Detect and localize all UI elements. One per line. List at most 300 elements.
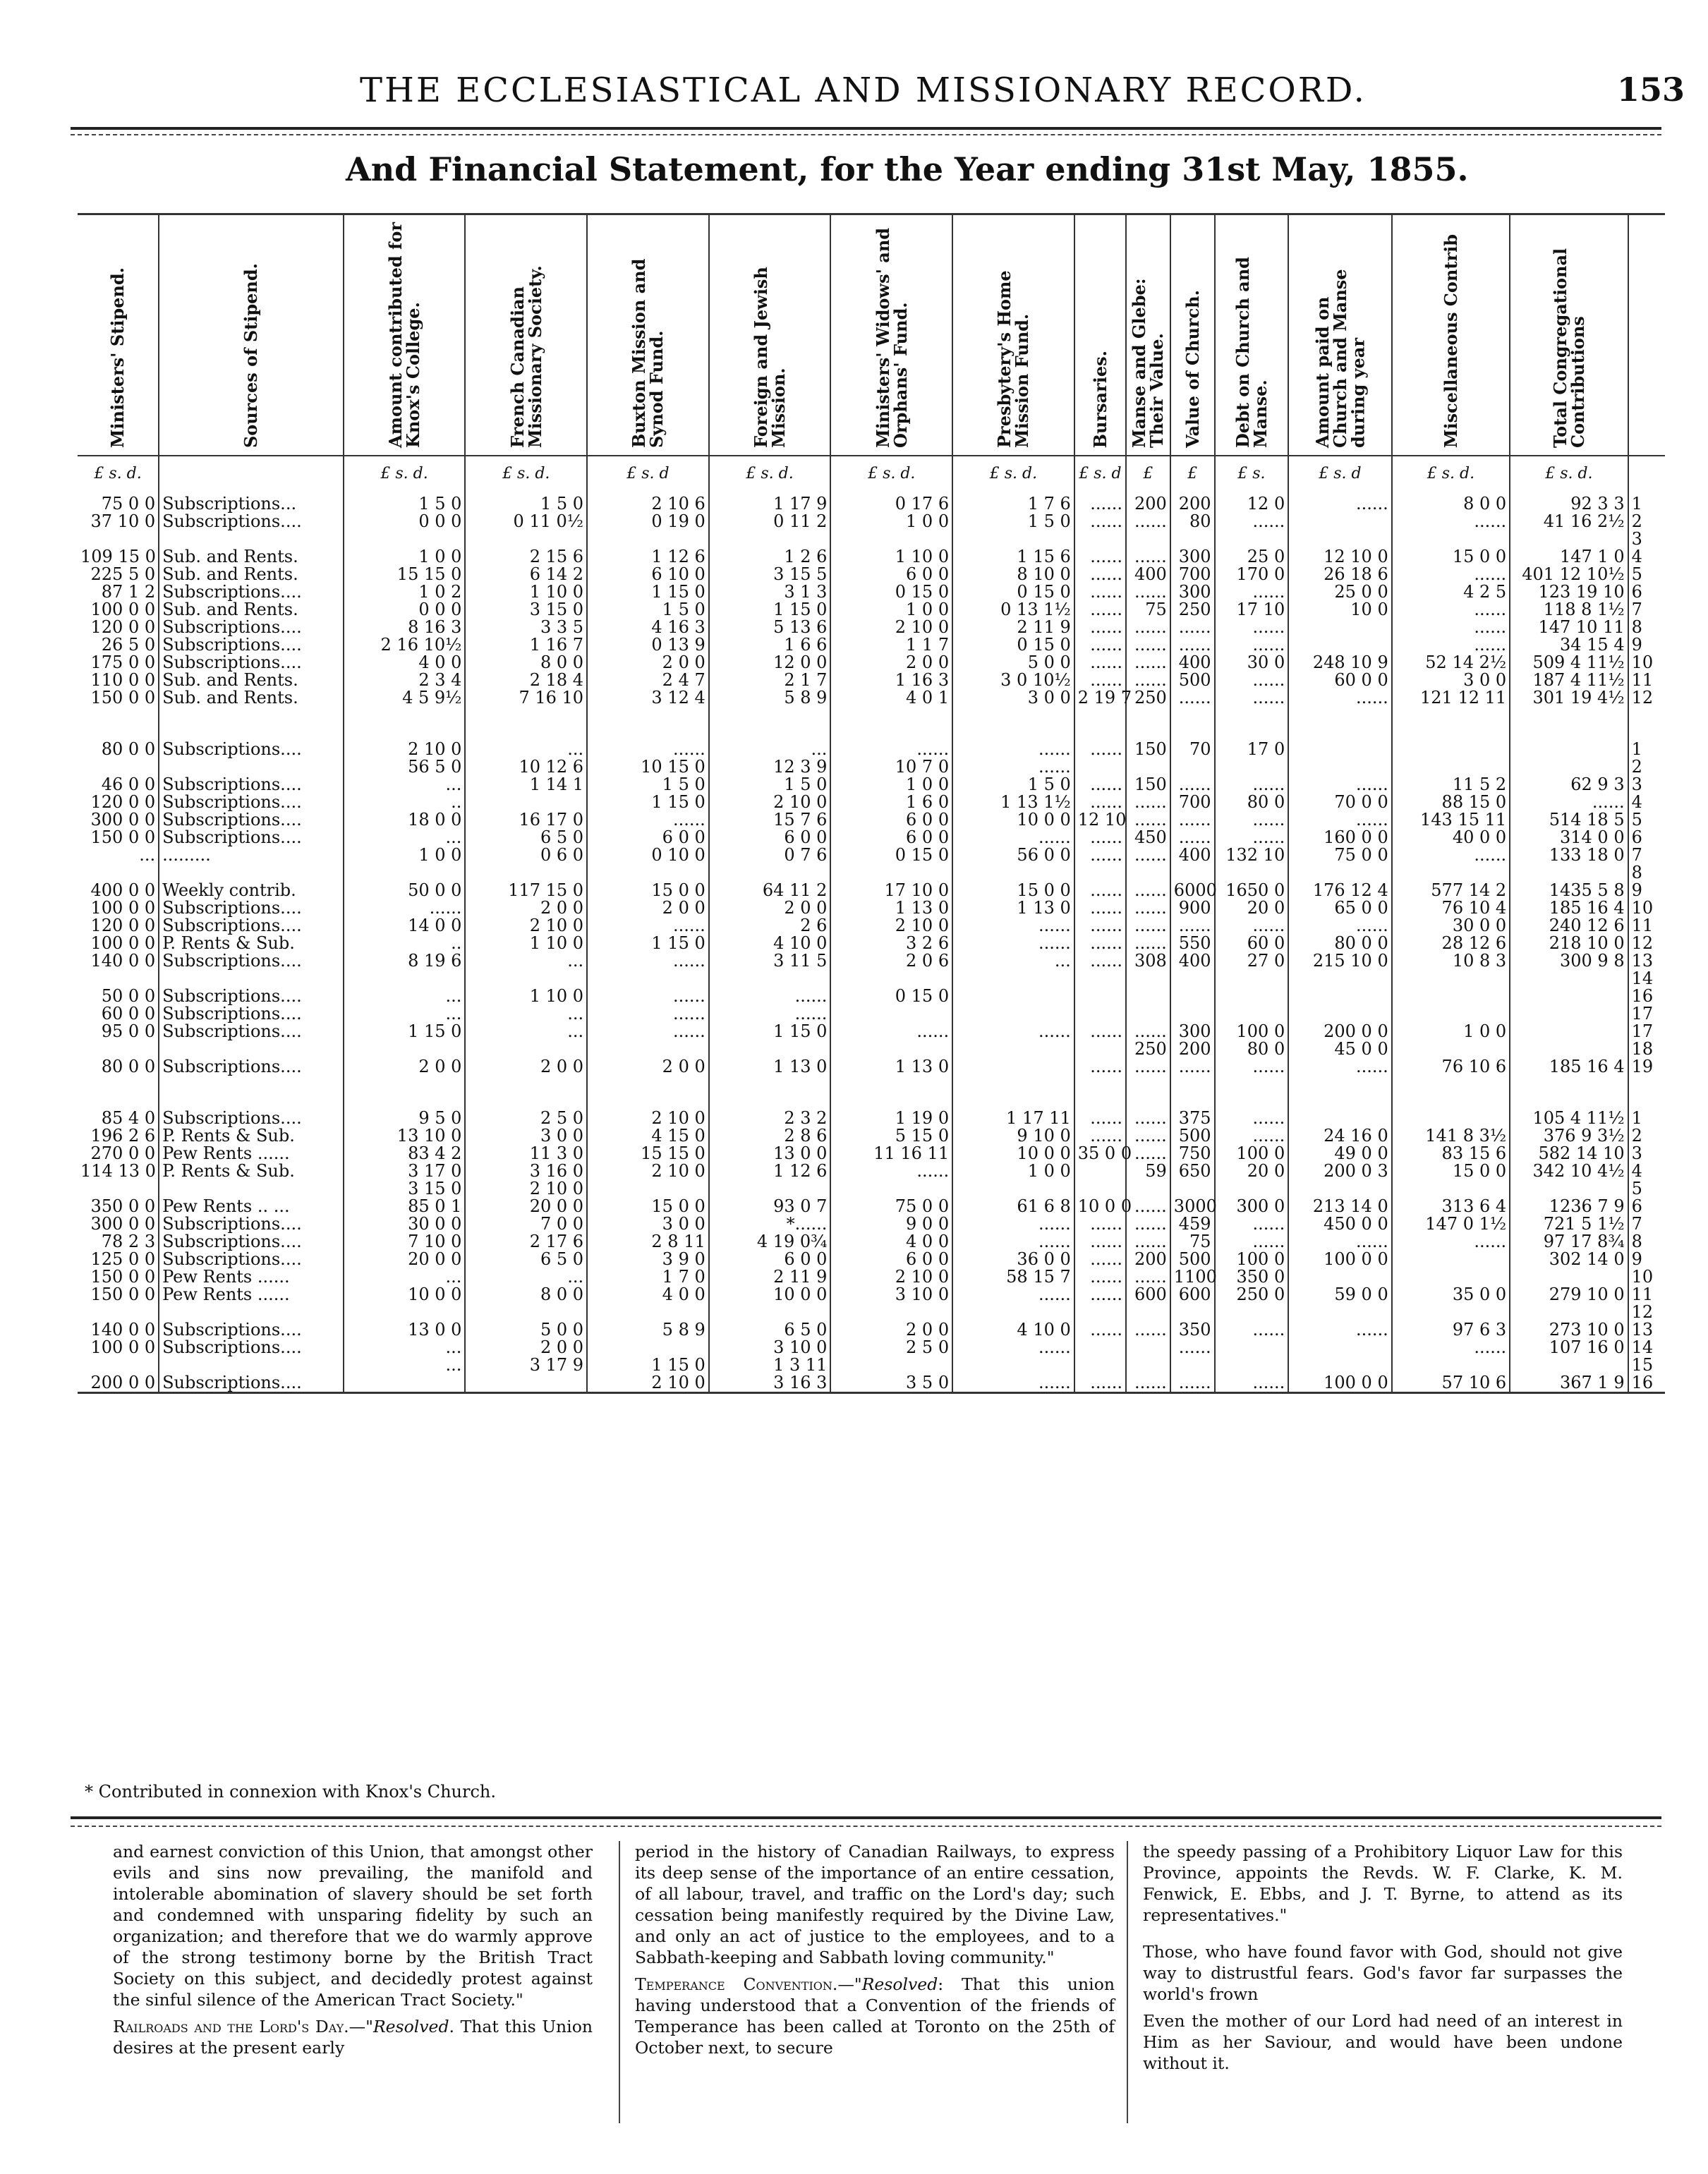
table-cell: ......: [587, 1005, 709, 1023]
table-cell: [1392, 970, 1510, 988]
row-number: 2: [1631, 757, 1642, 777]
table-cell: ......: [952, 758, 1074, 776]
source-cell: Subscriptions....: [159, 1321, 344, 1339]
table-cell: 0 15 0: [830, 988, 952, 1005]
table-cell: 3 12 4: [587, 689, 709, 707]
table-cell: [1215, 758, 1289, 776]
table-row: [78, 882, 1665, 899]
table-cell: 15 0 0: [1392, 548, 1510, 566]
table-cell: ......: [1392, 846, 1510, 864]
table-cell: ......: [1288, 811, 1392, 829]
table-row: [78, 794, 1665, 811]
table-cell: 250: [1170, 601, 1215, 619]
table-cell: [1288, 636, 1392, 654]
table-cell: 0 10 0: [587, 846, 709, 864]
table-cell: 6 10 0: [587, 566, 709, 583]
table-cell: ......: [1215, 619, 1289, 636]
table-cell: 196 2 6: [78, 1127, 159, 1145]
table-cell: ......: [1126, 1374, 1170, 1393]
table-cell: 2 3 4: [344, 672, 466, 689]
table-cell: 12 10 0: [1288, 548, 1392, 566]
column-header: [709, 214, 831, 456]
table-cell: 1 7 6: [952, 495, 1074, 513]
table-cell: ......: [1215, 1321, 1289, 1339]
table-cell: [1126, 1180, 1170, 1198]
table-cell: [709, 1304, 831, 1321]
table-cell: [78, 864, 159, 882]
table-cell: 14 0 0: [344, 917, 466, 935]
table-cell: [78, 1304, 159, 1321]
table-cell: ......: [1074, 952, 1126, 970]
table-cell: 10 0 0: [1074, 1198, 1126, 1215]
table-cell: [1126, 1076, 1170, 1110]
table-cell: 8 0 0: [465, 1286, 587, 1304]
row-number: 8: [1631, 1232, 1642, 1251]
source-cell: Subscriptions....: [159, 1058, 344, 1076]
row-number: 13: [1631, 1320, 1654, 1340]
table-cell: 10 8 3: [1392, 952, 1510, 970]
source-cell: Subscriptions....: [159, 1023, 344, 1040]
table-cell: [1170, 864, 1215, 882]
table-cell: ......: [1170, 689, 1215, 707]
table-cell: 0 11 2: [709, 513, 831, 530]
table-row: [78, 619, 1665, 636]
table-row: [78, 1110, 1665, 1127]
table-cell: 2 8 11: [587, 1233, 709, 1251]
column-header: [952, 214, 1074, 456]
table-cell: 34 15 4: [1510, 636, 1628, 654]
table-cell: [78, 1356, 159, 1374]
table-cell: *......: [709, 1215, 831, 1233]
table-cell: [1628, 707, 1665, 741]
table-cell: [159, 1076, 344, 1110]
table-cell: ......: [952, 1286, 1074, 1304]
table-cell: ......: [1126, 882, 1170, 899]
row-number: 7: [1631, 600, 1642, 619]
table-cell: 1 13 0: [952, 899, 1074, 917]
table-cell: ......: [1126, 636, 1170, 654]
table-cell: [952, 707, 1074, 741]
row-number: 5: [1631, 1179, 1642, 1198]
table-cell: [1074, 1180, 1126, 1198]
table-cell: 12 0 0: [709, 654, 831, 672]
table-cell: ......: [830, 1023, 952, 1040]
table-cell: ...: [465, 1268, 587, 1286]
row-number: 6: [1631, 827, 1642, 847]
table-cell: [1170, 707, 1215, 741]
table-cell: 70: [1170, 741, 1215, 758]
unit-label: £ s. d.: [709, 456, 831, 495]
table-row: [78, 1321, 1665, 1339]
table-cell: ......: [1170, 829, 1215, 846]
table-cell: 13 0 0: [344, 1321, 466, 1339]
table-cell: 147 10 11: [1510, 619, 1628, 636]
table-cell: [709, 970, 831, 988]
table-cell: [1074, 864, 1126, 882]
table-cell: 109 15 0: [78, 548, 159, 566]
unit-label: £ s. d.: [78, 456, 159, 495]
table-cell: 450 0 0: [1288, 1215, 1392, 1233]
column-header-label: Amount paid on Church and Manse during year: [1312, 269, 1369, 448]
table-row: [78, 672, 1665, 689]
table-row: [78, 1180, 1665, 1198]
table-row: [78, 899, 1665, 917]
table-cell: ......: [1215, 829, 1289, 846]
table-cell: 26 18 6: [1288, 566, 1392, 583]
table-cell: [465, 794, 587, 811]
table-cell: 1 6 0: [830, 794, 952, 811]
table-cell: 300: [1170, 548, 1215, 566]
table-cell: [1126, 530, 1170, 548]
source-cell: Subscriptions....: [159, 811, 344, 829]
table-cell: 200: [1170, 495, 1215, 513]
table-cell: 10 0 0: [952, 1145, 1074, 1162]
table-cell: 11 16 11: [830, 1145, 952, 1162]
table-cell: ......: [952, 741, 1074, 758]
table-cell: 500: [1170, 1127, 1215, 1145]
table-cell: 1 15 0: [344, 1023, 466, 1040]
table-cell: [709, 707, 831, 741]
table-cell: [1392, 1304, 1510, 1321]
table-cell: 187 4 11½: [1510, 672, 1628, 689]
row-number: 2: [1631, 511, 1642, 531]
table-cell: 110 0 0: [78, 672, 159, 689]
table-cell: 6 0 0: [709, 829, 831, 846]
source-cell: Pew Rents ......: [159, 1286, 344, 1304]
table-cell: 150 0 0: [78, 1268, 159, 1286]
column-header: [1074, 214, 1126, 456]
table-cell: 27 0: [1215, 952, 1289, 970]
table-cell: 1100: [1170, 1268, 1215, 1286]
table-cell: 1 10 0: [830, 548, 952, 566]
table-cell: 16 17 0: [465, 811, 587, 829]
table-cell: 6 0 0: [830, 1251, 952, 1268]
table-cell: 97 17 8¾: [1510, 1233, 1628, 1251]
table-cell: 308: [1126, 952, 1170, 970]
table-cell: 2 0 0: [830, 1321, 952, 1339]
table-cell: 80: [1170, 513, 1215, 530]
table-cell: 11 5 2: [1392, 776, 1510, 794]
table-cell: 300: [1170, 1023, 1215, 1040]
source-cell: Subscriptions....: [159, 1005, 344, 1023]
table-cell: [709, 1076, 831, 1110]
table-cell: ......: [1215, 513, 1289, 530]
table-cell: 4 0 0: [830, 1233, 952, 1251]
table-cell: [1215, 1304, 1289, 1321]
table-row: [78, 758, 1665, 776]
table-cell: [587, 864, 709, 882]
table-cell: 13 0 0: [709, 1145, 831, 1162]
column-header-label: Miscellaneous Contrib: [1440, 233, 1461, 448]
table-cell: 2 0 0: [587, 1058, 709, 1076]
table-cell: 401 12 10½: [1510, 566, 1628, 583]
footnote-rule: [71, 1816, 1661, 1819]
table-cell: 8 10 0: [952, 566, 1074, 583]
table-cell: 56 0 0: [952, 846, 1074, 864]
table-cell: [1510, 530, 1628, 548]
table-cell: 120 0 0: [78, 917, 159, 935]
table-cell: [830, 1356, 952, 1374]
table-cell: ......: [1126, 794, 1170, 811]
table-cell: 6 14 2: [465, 566, 587, 583]
table-cell: 80 0: [1215, 1040, 1289, 1058]
unit-label: £ s. d.: [1510, 456, 1628, 495]
table-cell: ...: [344, 1005, 466, 1023]
table-cell: 3 9 0: [587, 1251, 709, 1268]
table-cell: ......: [1074, 583, 1126, 601]
table-cell: [952, 1180, 1074, 1198]
table-cell: ...: [344, 1268, 466, 1286]
table-cell: ...: [709, 741, 831, 758]
table-cell: [1074, 1005, 1126, 1023]
table-row: [78, 952, 1665, 970]
row-number: 12: [1631, 933, 1654, 953]
table-cell: [587, 970, 709, 988]
table-cell: [465, 1304, 587, 1321]
table-cell: ...: [344, 776, 466, 794]
table-cell: ......: [709, 1005, 831, 1023]
row-number: 7: [1631, 1214, 1642, 1234]
table-cell: 2 0 0: [465, 899, 587, 917]
table-cell: [1510, 970, 1628, 988]
table-row: [78, 689, 1665, 707]
table-cell: [1288, 1304, 1392, 1321]
table-cell: 10 0: [1288, 601, 1392, 619]
table-cell: 3 10 0: [709, 1339, 831, 1356]
table-cell: 6 5 0: [465, 1251, 587, 1268]
table-cell: 60 0 0: [1288, 672, 1392, 689]
table-cell: [1510, 1023, 1628, 1040]
table-cell: ......: [1215, 1374, 1289, 1393]
row-number: 11: [1631, 670, 1654, 690]
table-cell: 2 11 9: [709, 1268, 831, 1286]
table-cell: 2 6: [709, 917, 831, 935]
table-cell: 160 0 0: [1288, 829, 1392, 846]
table-cell: 400 0 0: [78, 882, 159, 899]
column-header-label: Debt on Church and Manse.: [1232, 257, 1271, 448]
table-cell: 24 16 0: [1288, 1127, 1392, 1145]
table-cell: 250 0: [1215, 1286, 1289, 1304]
table-cell: ......: [587, 988, 709, 1005]
table-cell: [1510, 864, 1628, 882]
table-cell: [709, 1180, 831, 1198]
table-cell: 2 5 0: [830, 1339, 952, 1356]
table-cell: ......: [1074, 1374, 1126, 1393]
table-cell: 4 19 0¾: [709, 1233, 831, 1251]
table-cell: 140 0 0: [78, 1321, 159, 1339]
table-cell: [830, 970, 952, 988]
table-cell: ......: [1288, 1321, 1392, 1339]
source-cell: Subscriptions....: [159, 513, 344, 530]
table-row: [78, 530, 1665, 548]
table-cell: [1126, 970, 1170, 988]
table-cell: 147 1 0: [1510, 548, 1628, 566]
table-cell: 85 4 0: [78, 1110, 159, 1127]
table-cell: [952, 1040, 1074, 1058]
column-header: [1215, 214, 1289, 456]
column-header-label: Sources of Stipend.: [241, 262, 262, 448]
table-cell: [1215, 970, 1289, 988]
table-cell: [1074, 988, 1126, 1005]
table-cell: 56 5 0: [344, 758, 466, 776]
source-cell: Subscriptions....: [159, 1251, 344, 1268]
table-cell: 2 0 0: [587, 654, 709, 672]
source-cell: Subscriptions....: [159, 636, 344, 654]
column-header: [344, 214, 466, 456]
table-cell: [1510, 1005, 1628, 1023]
table-cell: ......: [952, 829, 1074, 846]
table-cell: 3 16 3: [709, 1374, 831, 1393]
column-header: [1510, 214, 1628, 456]
table-cell: 550: [1170, 935, 1215, 952]
unit-label: £ s.: [1215, 456, 1289, 495]
table-cell: [1288, 1356, 1392, 1374]
table-cell: 25 0 0: [1288, 583, 1392, 601]
table-row: [78, 1040, 1665, 1058]
table-cell: 80 0: [1215, 794, 1289, 811]
table-row: [78, 1005, 1665, 1023]
table-cell: ......: [1074, 1023, 1126, 1040]
table-cell: 3 10 0: [830, 1286, 952, 1304]
table-cell: 200: [1126, 1251, 1170, 1268]
table-cell: [1288, 1268, 1392, 1286]
table-cell: 125 0 0: [78, 1251, 159, 1268]
table-cell: [1074, 758, 1126, 776]
table-cell: 176 12 4: [1288, 882, 1392, 899]
source-cell: Subscriptions....: [159, 917, 344, 935]
table-cell: 2 4 7: [587, 672, 709, 689]
table-cell: [1170, 530, 1215, 548]
table-cell: 300: [1170, 583, 1215, 601]
source-cell: Sub. and Rents.: [159, 601, 344, 619]
table-cell: 459: [1170, 1215, 1215, 1233]
table-cell: 18 0 0: [344, 811, 466, 829]
table-cell: [1074, 1339, 1126, 1356]
table-cell: 1 1 7: [830, 636, 952, 654]
table-cell: 58 15 7: [952, 1268, 1074, 1286]
table-cell: 509 4 11½: [1510, 654, 1628, 672]
table-cell: 1 5 0: [465, 495, 587, 513]
table-cell: 100 0 0: [1288, 1251, 1392, 1268]
table-cell: [830, 1304, 952, 1321]
table-cell: ......: [1074, 672, 1126, 689]
table-cell: 4 10 0: [709, 935, 831, 952]
table-cell: ......: [1215, 1233, 1289, 1251]
page-number: 153: [1617, 71, 1685, 109]
table-cell: ......: [1170, 811, 1215, 829]
resolved-word: Resolved: [373, 2017, 449, 2036]
table-cell: 2 8 6: [709, 1127, 831, 1145]
table-cell: [1510, 741, 1628, 758]
table-cell: ...: [465, 952, 587, 970]
table-cell: 8 0 0: [465, 654, 587, 672]
row-number: 9: [1631, 635, 1642, 655]
table-cell: 65 0 0: [1288, 899, 1392, 917]
table-cell: [1288, 988, 1392, 1005]
table-cell: 225 5 0: [78, 566, 159, 583]
source-cell: Subscriptions....: [159, 776, 344, 794]
table-cell: 52 14 2½: [1392, 654, 1510, 672]
table-row: [78, 988, 1665, 1005]
table-cell: ......: [709, 988, 831, 1005]
table-row: [78, 1251, 1665, 1268]
table-cell: 35 0 0: [1392, 1286, 1510, 1304]
table-cell: 20 0 0: [465, 1198, 587, 1215]
source-cell: Subscriptions....: [159, 988, 344, 1005]
table-cell: [344, 530, 466, 548]
table-cell: 120 0 0: [78, 619, 159, 636]
table-cell: 9 10 0: [952, 1127, 1074, 1145]
table-cell: [1392, 1180, 1510, 1198]
table-cell: 2 10 0: [830, 917, 952, 935]
table-cell: 185 16 4: [1510, 899, 1628, 917]
table-cell: 200: [1170, 1040, 1215, 1058]
table-cell: 2 19 7: [1074, 689, 1126, 707]
table-cell: ...: [465, 741, 587, 758]
table-cell: 279 10 0: [1510, 1286, 1628, 1304]
table-cell: 141 8 3½: [1392, 1127, 1510, 1145]
table-cell: 3 15 0: [344, 1180, 466, 1198]
row-number: 3: [1631, 529, 1642, 549]
table-cell: 4 16 3: [587, 619, 709, 636]
table-cell: ......: [1126, 513, 1170, 530]
table-cell: 3000: [1170, 1198, 1215, 1215]
table-cell: ......: [1170, 776, 1215, 794]
source-cell: [159, 530, 344, 548]
table-cell: 0 11 0½: [465, 513, 587, 530]
table-cell: 2 1 7: [709, 672, 831, 689]
table-cell: [1074, 1076, 1126, 1110]
table-cell: [1392, 1076, 1510, 1110]
table-cell: ......: [587, 952, 709, 970]
table-cell: [830, 1076, 952, 1110]
table-cell: [1170, 1304, 1215, 1321]
table-cell: 350: [1170, 1321, 1215, 1339]
table-cell: 500: [1170, 672, 1215, 689]
table-cell: 17 10 0: [830, 882, 952, 899]
table-cell: ......: [952, 1339, 1074, 1356]
table-cell: 200 0 3: [1288, 1162, 1392, 1180]
table-cell: 30 0: [1215, 654, 1289, 672]
source-cell: Subscriptions....: [159, 654, 344, 672]
table-cell: [1628, 1076, 1665, 1110]
table-cell: 60 0: [1215, 935, 1289, 952]
source-cell: [159, 970, 344, 988]
column-header-label: Ministers' Stipend.: [107, 267, 128, 448]
table-cell: 150 0 0: [78, 829, 159, 846]
table-cell: ......: [1074, 829, 1126, 846]
source-cell: Pew Rents ......: [159, 1268, 344, 1286]
table-cell: ......: [1126, 1023, 1170, 1040]
table-cell: [1288, 1110, 1392, 1127]
table-cell: 80 0 0: [1288, 935, 1392, 952]
table-row: [78, 1023, 1665, 1040]
table-cell: 13 10 0: [344, 1127, 466, 1145]
table-cell: 750: [1170, 1145, 1215, 1162]
table-cell: 2 10 0: [587, 1374, 709, 1393]
table-cell: [344, 1374, 466, 1393]
table-cell: 301 19 4½: [1510, 689, 1628, 707]
table-cell: ......: [1170, 1339, 1215, 1356]
table-cell: [78, 1076, 159, 1110]
financial-table: [78, 213, 1665, 1394]
table-cell: [465, 1374, 587, 1393]
table-cell: 6 0 0: [587, 829, 709, 846]
table-cell: [1288, 1339, 1392, 1356]
table-cell: 2 5 0: [465, 1110, 587, 1127]
row-number: 19: [1631, 1057, 1654, 1076]
table-cell: [952, 530, 1074, 548]
